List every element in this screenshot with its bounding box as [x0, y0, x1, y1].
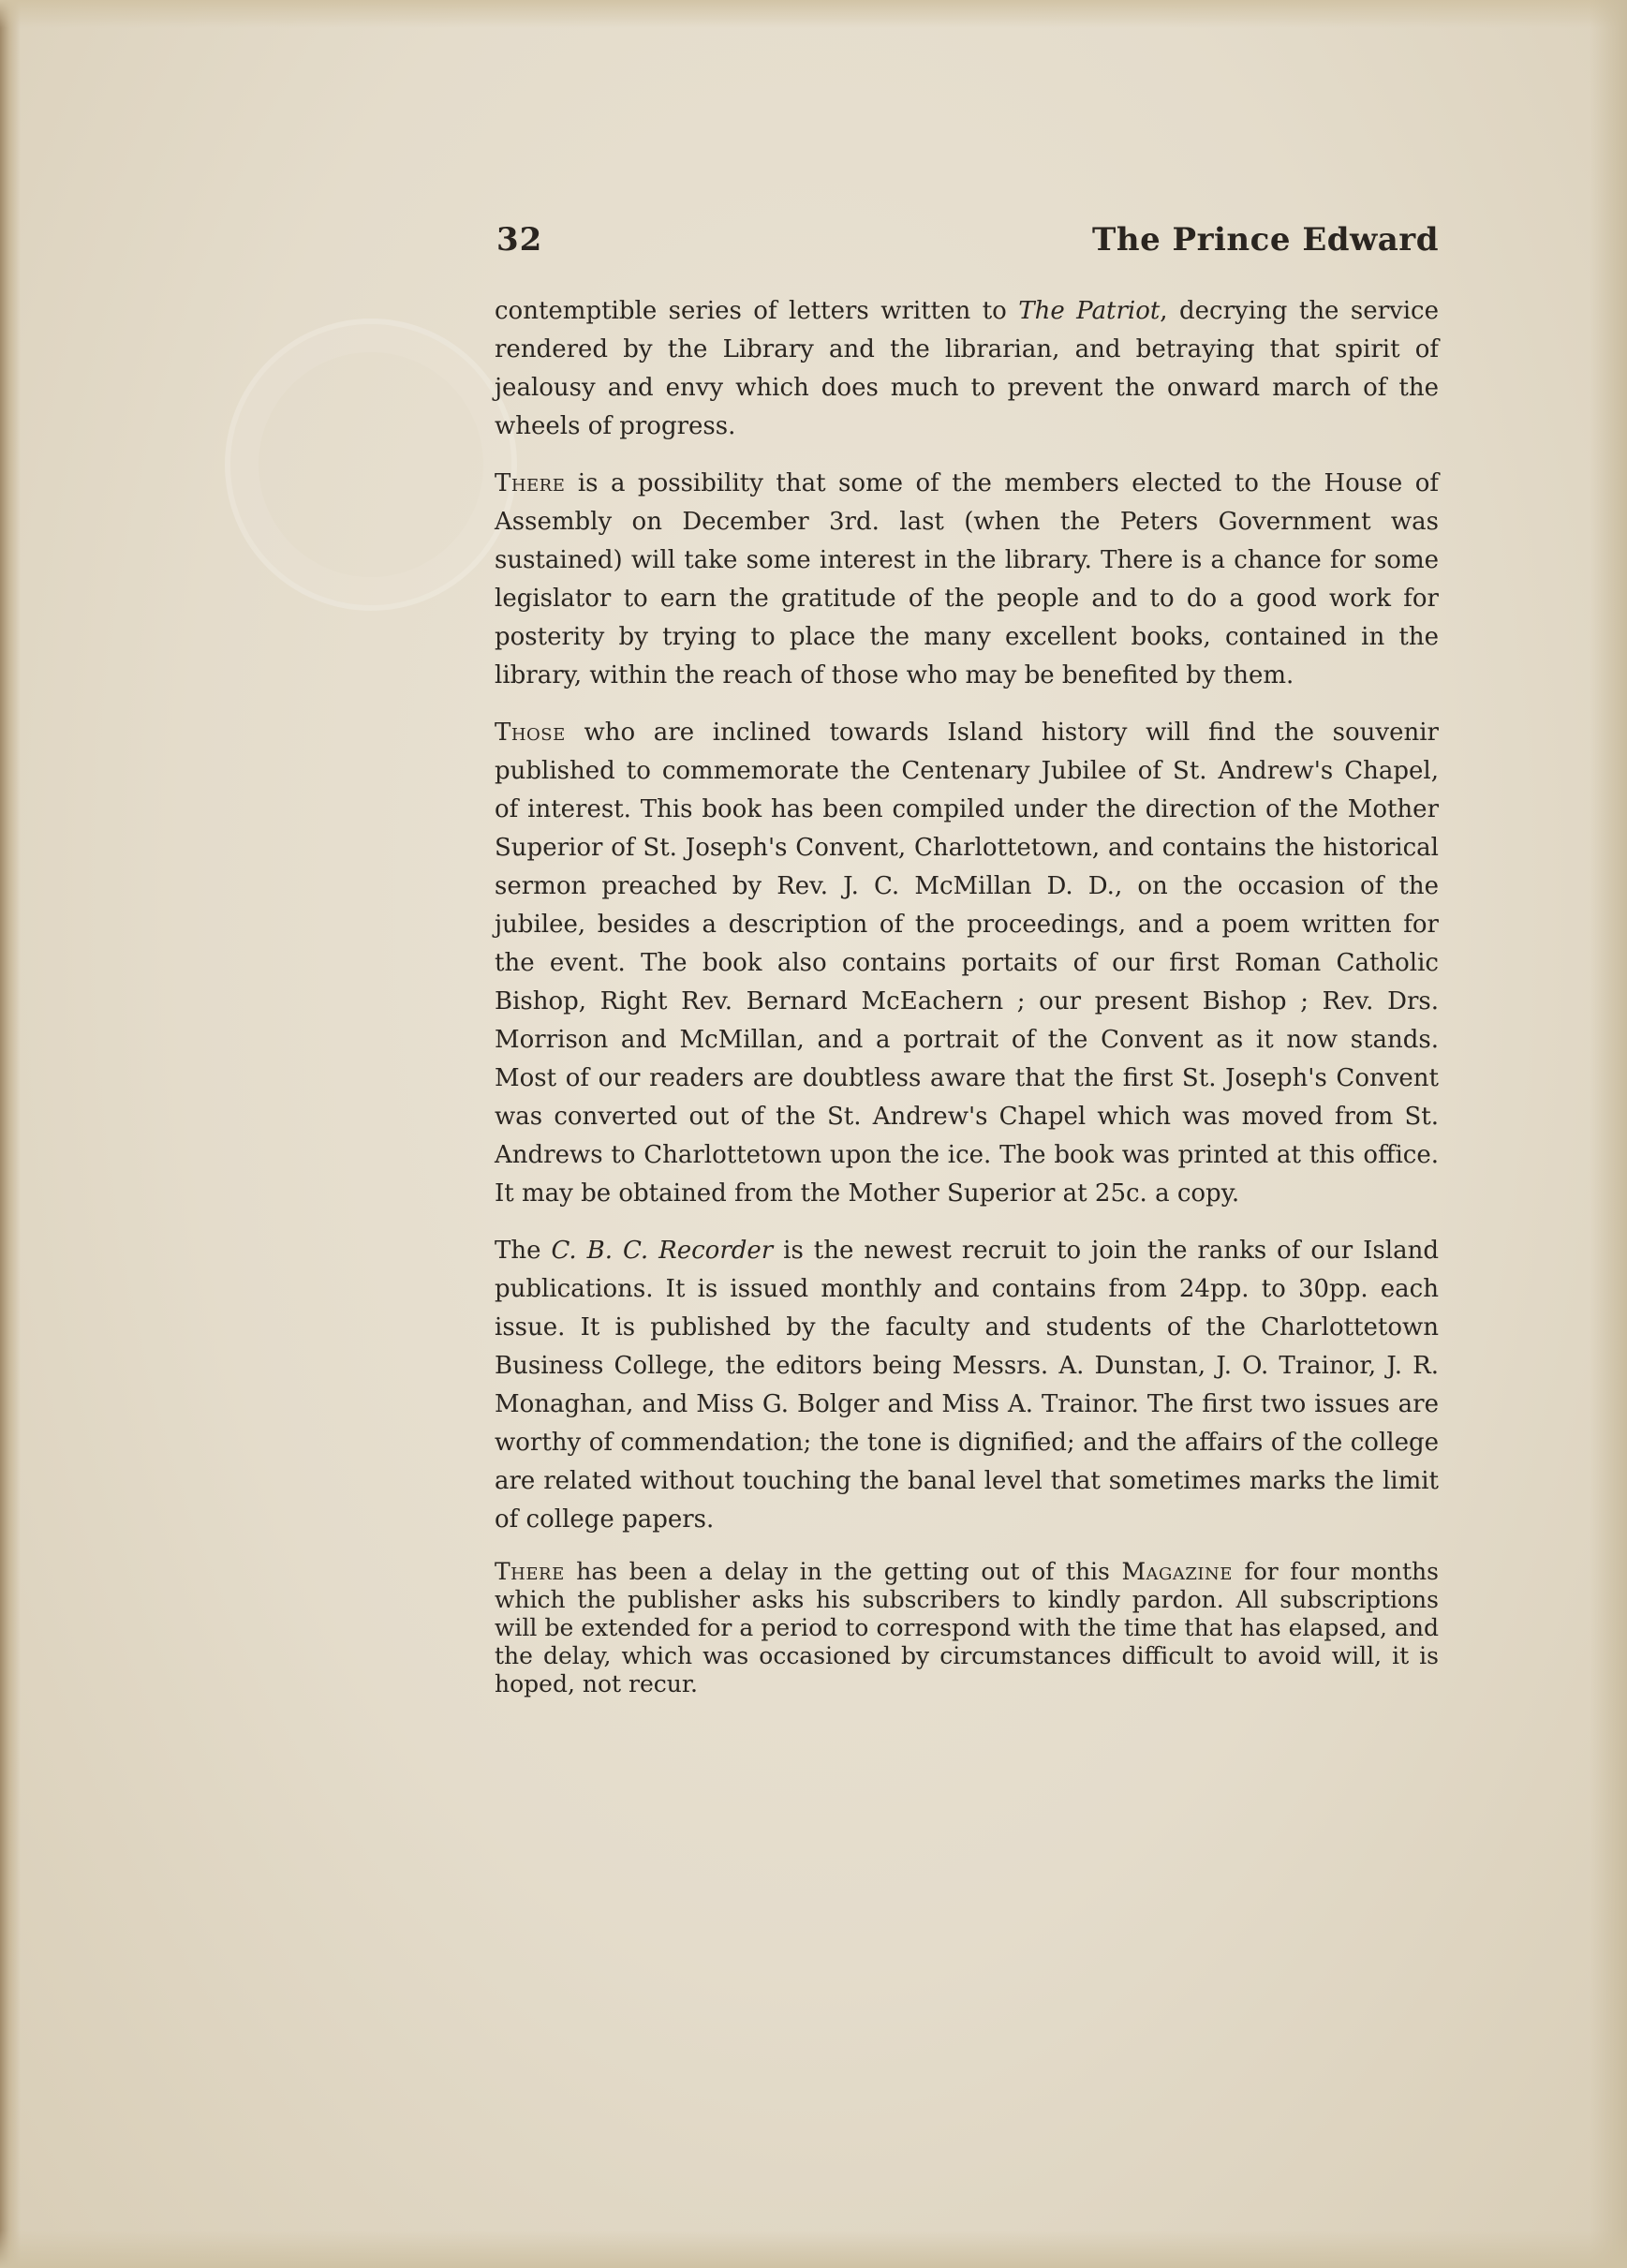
paragraph-text: contemptible series of letters written to: [495, 297, 1019, 325]
small-caps-text: Magazine: [1121, 1558, 1233, 1585]
paragraph-text: who are inclined towards Island history will find the souvenir published to commemorate the Centenary Jubilee of St. Andrew's Chapel, of interest. This book has been compiled under the direction of the Mother Superior of St. Joseph's Convent, Charlottetown, and contains the historical sermon preached by Rev. J. C. McMillan D. D., on the occasion of the jubilee, besides a description of the proceedings, and a poem written for the event. The book also contains portaits of our first Roman Catholic Bishop, Right Rev. Bernard McEachern ; our present Bishop ; Rev. Drs. Morrison and McMillan, and a portrait of the Convent as it now stands. Most of our readers are doubtless aware that the first St. Joseph's Convent was converted out of the St. Andrew's Chapel which was moved from St. Andrews to Charlottetown upon the ice. The book was printed at this office. It may be obtained from the Mother Superior at 25c. a copy.: [495, 719, 1439, 1208]
italic-title: The Patriot: [1018, 297, 1161, 325]
paragraph-text: has been a delay in the getting out of this: [564, 1558, 1122, 1585]
paragraph-lead-word: There: [495, 469, 566, 497]
page-top-edge: [0, 0, 1627, 28]
article-body: [495, 292, 1439, 1717]
page-header: [496, 221, 1439, 277]
paragraph-text: The: [495, 1237, 552, 1265]
paragraph-1: [495, 292, 1439, 446]
paragraph-text: is a possibility that some of the members elected to the House of Assembly on December 3rd. last (when the Peters Government was sustained) will take some interest in the library. There is a chance for some legislator to earn the gratitude of the people and to do a good work for posterity by trying to place the many excellent books, contained in the library, within the reach of those who may be benefited by them.: [495, 469, 1439, 689]
page-spine-shadow: [0, 0, 21, 2268]
page-number: 32: [496, 221, 543, 259]
paragraph-2: [495, 465, 1439, 695]
paragraph-text: is the newest recruit to join the ranks of our Island publications. It is issued monthly and contains from 24pp. to 30pp. each issue. It is published by the faculty and students of the Charlottetown Business College, the editors being Messrs. A. Dunstan, J. O. Trainor, J. R. Monaghan, and Miss G. Bolger and Miss A. Trainor. The first two issues are worthy of commendation; the tone is dignified; and the affairs of the college are related without touching the banal level that sometimes marks the limit of college papers.: [495, 1237, 1439, 1534]
paragraph-text: for four months which the publisher asks his subscribers to kindly pardon. All subscriptions will be extended for a period to correspond with the time that has elapsed, and the delay, which was occasioned by circumstances difficult to avoid will, it is hoped, not recur.: [495, 1558, 1439, 1697]
italic-title: C. B. C. Recorder: [551, 1237, 774, 1265]
paragraph-4: [495, 1232, 1439, 1539]
page-bottom-edge: [0, 2231, 1627, 2268]
paragraph-lead-word: There: [495, 1558, 565, 1585]
paragraph-5: [495, 1558, 1439, 1698]
paragraph-3: [495, 714, 1439, 1213]
page-right-edge: [1590, 0, 1627, 2268]
running-head: The Prince Edward: [1092, 221, 1439, 259]
library-embossed-stamp: [225, 319, 517, 611]
paragraph-text: , decrying the service rendered by the Library and the librarian, and betraying that spirit of jealousy and envy which does much to prevent the onward march of the wheels of progress.: [495, 297, 1440, 440]
paragraph-lead-word: Those: [495, 719, 566, 747]
